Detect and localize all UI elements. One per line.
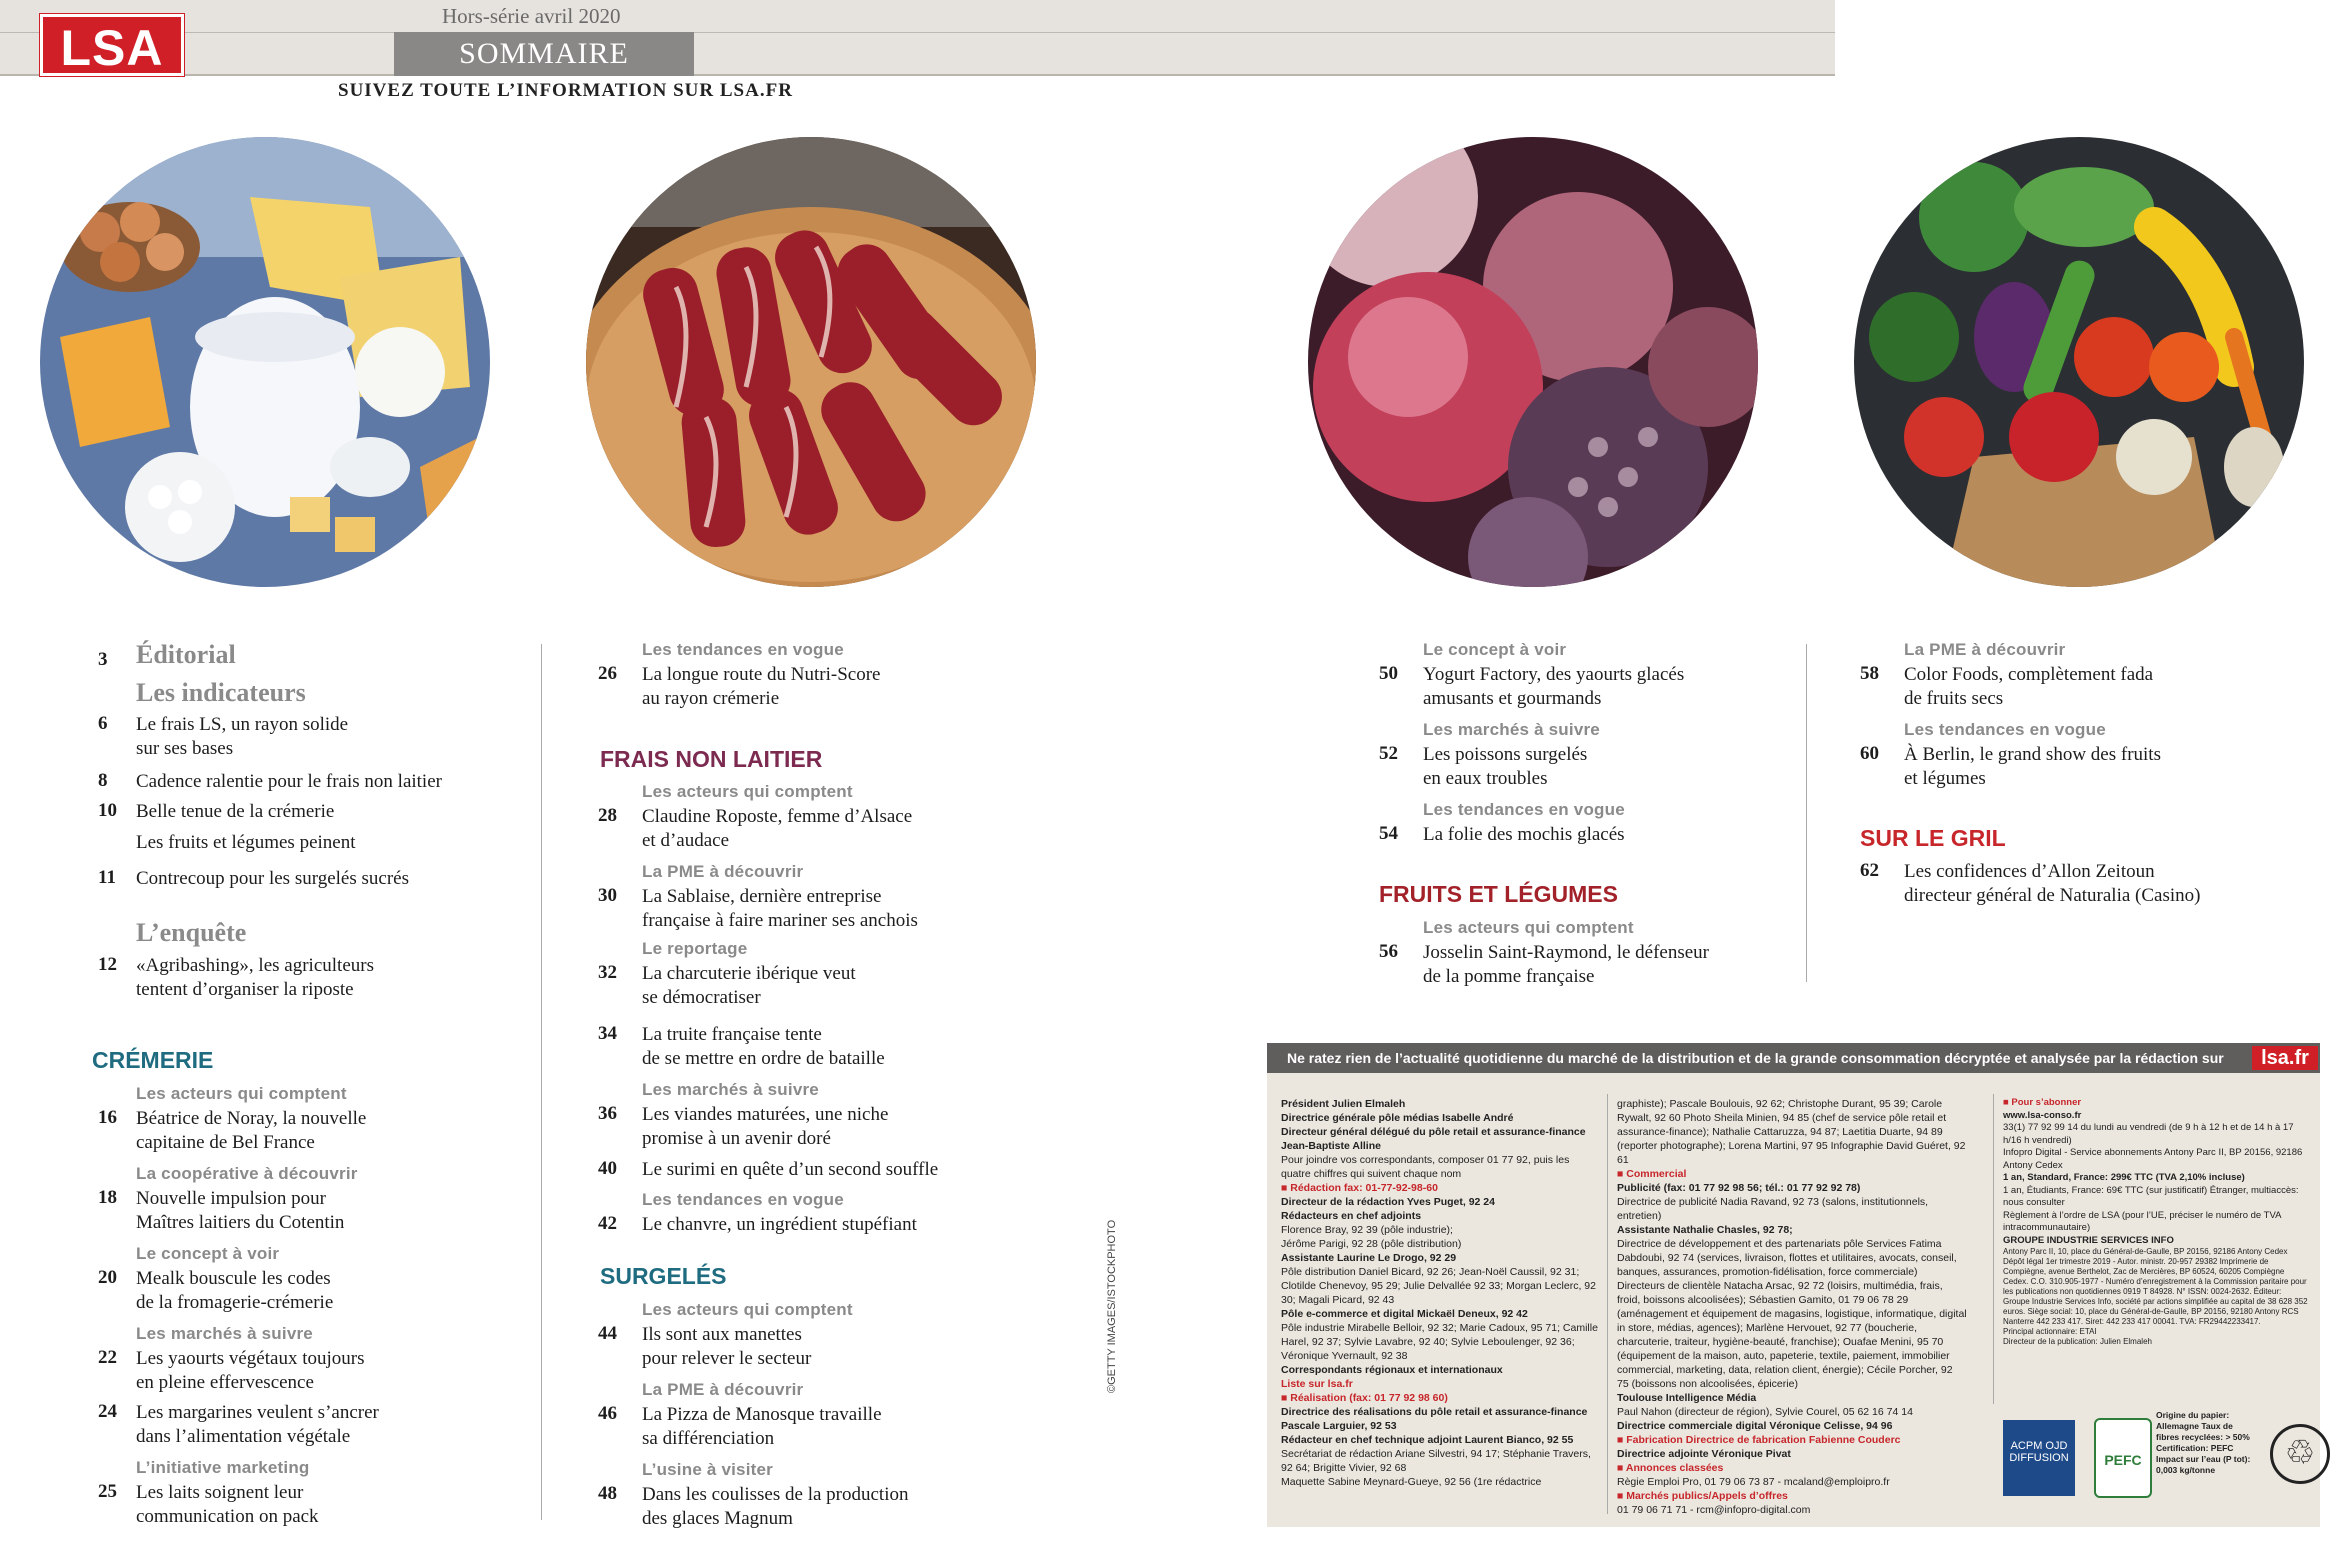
frozen-fruits-photo xyxy=(1308,137,1758,587)
imprint-heading: ■ Commercial xyxy=(1617,1168,1687,1180)
entry-title: française à faire mariner ses anchois xyxy=(642,910,918,931)
entry-title: Color Foods, complètement fada xyxy=(1904,664,2154,685)
imprint-line: Pôle distribution Daniel Bicard, 92 26; Jean-Noël Caussil, 92 31; Clotilde Chenevoy, 95 29; Julie Delvallée 92 33; Morgan Leclerc, 92 30; Magali Picard, 92 43 xyxy=(1281,1266,1596,1306)
imprint-line: Règlement à l’ordre de LSA (pour l’UE, préciser le numéro de TVA intracommunautaire) xyxy=(2003,1209,2281,1233)
pefc-logo xyxy=(2094,1418,2152,1498)
page-number: 11 xyxy=(98,867,116,888)
page-number: 56 xyxy=(1379,941,1398,962)
entry-title: pour relever le secteur xyxy=(642,1348,812,1369)
category-label: L’usine à visiter xyxy=(642,1460,773,1479)
page-number: 44 xyxy=(598,1323,617,1344)
toc-column-4 xyxy=(1860,640,2330,920)
ojd-text: ACPM OJD DIFFUSION xyxy=(2009,1440,2069,1464)
toc-entry[interactable] xyxy=(598,1483,1098,1533)
toc-entry[interactable] xyxy=(598,1158,1098,1182)
imprint-line: Florence Bray, 92 39 (pôle industrie); xyxy=(1281,1224,1453,1236)
entry-title: Mealk bouscule les codes xyxy=(136,1268,331,1289)
toc-entry[interactable] xyxy=(1860,663,2310,713)
cured-ham-photo xyxy=(586,137,1036,587)
imprint-line: Principal actionnaire: ETAI xyxy=(2003,1327,2097,1336)
category-label: L’initiative marketing xyxy=(136,1458,310,1477)
page-number: 54 xyxy=(1379,823,1398,844)
entry-title: À Berlin, le grand show des fruits xyxy=(1904,744,2161,765)
toc-column-2 xyxy=(598,640,1118,1540)
imprint-line: Toulouse Intelligence Média xyxy=(1617,1392,1757,1404)
page-number: 10 xyxy=(98,800,117,821)
vegetables-bag-photo xyxy=(1854,137,2304,587)
toc-column-3 xyxy=(1379,640,1799,1000)
category-label: Le concept à voir xyxy=(1423,640,1567,659)
entry-title: de la fromagerie-crémerie xyxy=(136,1292,334,1313)
imprint-line: Correspondants régionaux et internationaux xyxy=(1281,1364,1503,1376)
entry-title: Les confidences d’Allon Zeitoun xyxy=(1904,861,2155,882)
imprint-heading: ■ Fabrication Directrice de fabrication Fabienne Couderc xyxy=(1617,1434,1901,1446)
imprint-heading: ■ Pour s’abonner xyxy=(2003,1097,2082,1108)
entry-title: Béatrice de Noray, la nouvelle xyxy=(136,1108,367,1129)
imprint-line: Assistante Nathalie Chasles, 92 78; xyxy=(1617,1224,1793,1236)
imprint-line: Rédacteur en chef technique adjoint Laurent Bianco, 92 55 xyxy=(1281,1434,1574,1446)
toc-entry[interactable] xyxy=(598,962,1098,1012)
imprint-link[interactable]: Liste sur lsa.fr xyxy=(1281,1378,1353,1390)
imprint-line: Pôle e-commerce et digital Mickaël Deneux, 92 42 xyxy=(1281,1308,1528,1320)
entry-title: Le chanvre, un ingrédient stupéfiant xyxy=(642,1214,917,1235)
imprint-line: Pôle industrie Mirabelle Belloir, 92 32; Marie Cadoux, 95 71; Camille Harel, 92 37; Sylvie Lavabre, 92 40; Sylvie Leboulenger, 92 36; Véronique Yvernault, 92 38 xyxy=(1281,1322,1598,1362)
entry-title: de fruits secs xyxy=(1904,688,2004,709)
imprint-link[interactable]: 01 79 06 71 71 - rcm@infopro-digital.com xyxy=(1617,1504,1811,1516)
column-divider xyxy=(1806,644,1807,982)
entry-title: Claudine Roposte, femme d’Alsace xyxy=(642,806,913,827)
paper-origin-info: Origine du papier: Allemagne Taux de fibres recyclées: > 50% Certification: PEFC Impact sur l’eau (P tot): 0,003 kg/tonne xyxy=(2156,1410,2251,1475)
toc-entry[interactable] xyxy=(98,1267,518,1317)
category-label: Les tendances en vogue xyxy=(1423,800,1625,819)
toc-entry[interactable] xyxy=(98,1107,518,1157)
sommaire-title: SOMMAIRE xyxy=(394,32,694,76)
page-number: 3 xyxy=(98,649,108,670)
imprint-line: Rédacteurs en chef adjoints xyxy=(1281,1210,1422,1222)
imprint-line: Infopro Digital - Service abonnements Antony Parc II, BP 20156, 92186 Antony Cedex xyxy=(2003,1147,2303,1171)
entry-title: se démocratiser xyxy=(642,987,761,1008)
page-number: 24 xyxy=(98,1401,117,1422)
entry-title: Les yaourts végétaux toujours xyxy=(136,1348,365,1369)
imprint-heading: ■ Réalisation (fax: 01 77 92 98 60) xyxy=(1281,1392,1448,1404)
category-label: Les tendances en vogue xyxy=(642,1190,844,1209)
page-number: 25 xyxy=(98,1481,117,1502)
page-number: 46 xyxy=(598,1403,617,1424)
page-number: 6 xyxy=(98,713,108,734)
imprint-line: Secrétariat de rédaction Ariane Silvestri, 94 17; Stéphanie Travers, 92 64; Brigitte Vivier, 92 68 xyxy=(1281,1448,1591,1474)
page-number: 62 xyxy=(1860,860,1879,881)
section-frais-non-laitier: FRAIS NON LAITIER xyxy=(600,746,823,772)
imprint-divider xyxy=(1993,1094,1994,1404)
imprint-line: Président Julien Elmaleh xyxy=(1281,1098,1406,1110)
toc-entry[interactable] xyxy=(598,1103,1098,1153)
category-label: Les acteurs qui comptent xyxy=(642,782,853,801)
entry-title: amusants et gourmands xyxy=(1423,688,1602,709)
recycle-icon: ♲ xyxy=(2270,1424,2330,1484)
toc-entry[interactable] xyxy=(1379,941,1779,991)
page-number: 30 xyxy=(598,885,617,906)
page-number: 36 xyxy=(598,1103,617,1124)
header-rule xyxy=(0,32,1835,33)
entry-title: en pleine effervescence xyxy=(136,1372,314,1393)
entry-title: La Pizza de Manosque travaille xyxy=(642,1404,882,1425)
entry-title: Ils sont aux manettes xyxy=(642,1324,802,1345)
page-number: 12 xyxy=(98,954,117,975)
category-label: La PME à découvrir xyxy=(642,1380,804,1399)
entry-title: promise à un avenir doré xyxy=(642,1128,831,1149)
page-number: 42 xyxy=(598,1213,617,1234)
toc-entry[interactable] xyxy=(598,663,1098,713)
entry-title: Les fruits et légumes peinent xyxy=(136,832,356,853)
toc-entry[interactable] xyxy=(98,1187,518,1237)
entry-title: Josselin Saint-Raymond, le défenseur xyxy=(1423,942,1710,963)
follow-lsa-link[interactable]: SUIVEZ TOUTE L’INFORMATION SUR LSA.FR xyxy=(338,80,793,101)
ojd-logo xyxy=(2003,1420,2075,1496)
toc-entry[interactable] xyxy=(98,867,518,891)
entry-title: sur ses bases xyxy=(136,738,234,759)
toc-entry[interactable] xyxy=(598,1323,1098,1373)
imprint-heading: ■ Marchés publics/Appels d’offres xyxy=(1617,1490,1788,1502)
entry-title: au rayon crémerie xyxy=(642,688,780,709)
page-number: 40 xyxy=(598,1158,617,1179)
category-label: Les acteurs qui comptent xyxy=(136,1084,347,1103)
imprint-divider xyxy=(1607,1094,1608,1514)
imprint-heading: ■ Annonces classées xyxy=(1617,1462,1724,1474)
imprint-line: Directeur de la rédaction Yves Puget, 92 24 xyxy=(1281,1196,1495,1208)
entry-title: des glaces Magnum xyxy=(642,1508,793,1529)
page-number: 18 xyxy=(98,1187,117,1208)
category-label: Les marchés à suivre xyxy=(1423,720,1600,739)
dairy-products-photo xyxy=(40,137,490,587)
entry-title: Les viandes maturées, une niche xyxy=(642,1104,889,1125)
imprint-line: Pour joindre vos correspondants, composer 01 77 92, puis les quatre chiffres qui suivent chaque nom xyxy=(1281,1154,1570,1180)
page-number: 26 xyxy=(598,663,617,684)
issue-date: Hors-série avril 2020 xyxy=(442,4,621,28)
photo-credit: ©GETTY IMAGES/ISTOCKPHOTO xyxy=(1106,1219,1118,1393)
entry-title: Belle tenue de la crémerie xyxy=(136,801,335,822)
page-number: 28 xyxy=(598,805,617,826)
imprint-line: GROUPE INDUSTRIE SERVICES INFO xyxy=(2003,1234,2174,1246)
imprint-line: Publicité (fax: 01 77 92 98 56; tél.: 01 77 92 92 78) xyxy=(1617,1182,1861,1194)
imprint-line: Antony Parc II, 10, place du Général-de-Gaulle, BP 20156, 92186 Antony Cedex Dépôt légal 1er trimestre 2019 - Autor. ministr. 20-957 29382 Imprimerie de Compiègne, avenue Berthelot, Zac de Mercières, BP 60524, 60205 Compiègne Cedex. C.O. 310.905-1977 - Numéro d’enregistrement à la Commission paritaire pour les publications non quotidiennes 0919 T 84928. N° ISSN: 0024-2632. Éditeur: Groupe Industrie Services Info, société par actions simplifiée au capital de 38 628 352 euros. Siège social: 10, place du Général-de-Gaulle, BP 20156, 92180 Antony RCS Nanterre 442 233 417. Siret: 442 233 417 00041. TVA: FR29442233417. xyxy=(2003,1247,2308,1326)
category-label: Le concept à voir xyxy=(136,1244,280,1263)
entry-title: directeur général de Naturalia (Casino) xyxy=(1904,885,2201,906)
section-surgeles: SURGELÉS xyxy=(600,1263,727,1289)
entry-title: capitaine de Bel France xyxy=(136,1132,315,1153)
imprint-link[interactable]: Règie Emploi Pro, 01 79 06 73 87 - mcaland@emploipro.fr xyxy=(1617,1476,1890,1488)
category-label: La PME à découvrir xyxy=(642,862,804,881)
entry-title: Les laits soignent leur xyxy=(136,1482,304,1503)
section-indicateurs: Les indicateurs xyxy=(136,678,306,707)
entry-title: et légumes xyxy=(1904,768,1986,789)
page-number: 58 xyxy=(1860,663,1879,684)
imprint-line: 1 an, Standard, France: 299€ TTC (TVA 2,10% incluse) xyxy=(2003,1172,2245,1183)
imprint-line: 1 an, Étudiants, France: 69€ TTC (sur justificatif) Étranger, multiaccès: nous consulter xyxy=(2003,1184,2299,1208)
lsa-fr-link[interactable]: lsa.fr xyxy=(2252,1046,2318,1070)
entry-title: Yogurt Factory, des yaourts glacés xyxy=(1423,664,1685,685)
section-sur-le-gril: SUR LE GRIL xyxy=(1860,825,2006,851)
imprint-line: graphiste); Pascale Boulouis, 92 62; Christophe Durant, 95 39; Carole Rywalt, 92 60 Photo Sheila Minien, 94 85 (chef de service pôle retail et assurance-finance); Nathalie Cattaruzza, 94 87; Laetitia Duarte, 94 89 (reporter photographe); Lorena Martini, 97 95 Infographie David Guéret, 92 61 xyxy=(1617,1098,1966,1166)
section-fruits-legumes: FRUITS ET LÉGUMES xyxy=(1379,881,1618,907)
entry-title: La Sablaise, dernière entreprise xyxy=(642,886,882,907)
entry-title: Le surimi en quête d’un second souffle xyxy=(642,1159,939,1180)
entry-title: de se mettre en ordre de bataille xyxy=(642,1048,885,1069)
page-number: 32 xyxy=(598,962,617,983)
section-cremerie: CRÉMERIE xyxy=(92,1047,214,1073)
page-number: 50 xyxy=(1379,663,1398,684)
category-label: Les tendances en vogue xyxy=(1904,720,2106,739)
imprint-column-2 xyxy=(1617,1097,1967,1517)
entry-title: Maîtres laitiers du Cotentin xyxy=(136,1212,345,1233)
page-number: 20 xyxy=(98,1267,117,1288)
entry-title: La folie des mochis glacés xyxy=(1423,824,1625,845)
section-editorial[interactable]: Éditorial xyxy=(136,640,236,669)
toc-entry[interactable] xyxy=(98,770,518,794)
page-number: 16 xyxy=(98,1107,117,1128)
lsa-banner[interactable] xyxy=(1267,1043,2320,1073)
page-number: 22 xyxy=(98,1347,117,1368)
column-divider xyxy=(541,644,542,1520)
toc-entry[interactable] xyxy=(98,954,518,1004)
imprint-line: Directrice des réalisations du pôle retail et assurance-finance Pascale Larguier, 92 53 xyxy=(1281,1406,1588,1432)
category-label: Les acteurs qui comptent xyxy=(1423,918,1634,937)
entry-title: La charcuterie ibérique veut xyxy=(642,963,856,984)
imprint-line: Directeurs de clientèle Natacha Arsac, 92 72 (loisirs, multimédia, frais, froid, boissons alcoolisées); Sébastien Gamito, 01 79 06 78 29 (aménagement et équipement de magasins, logistique, informatique, digital in store, médias, agences); Marlène Hervouet, 92 77 (boucherie, charcuterie, traiteur, hygiène-beauté, franchise); Ouafae Menini, 95 70 (équipement de la maison, auto, papeterie, textile, paiement, immobilier commercial, marketing, data, relation client, énergie); Cécile Porcher, 92 75 (boissons non alcoolisées, épicerie) xyxy=(1617,1280,1967,1390)
section-enquete: L’enquête xyxy=(136,918,247,947)
toc-entry[interactable] xyxy=(598,1403,1098,1453)
toc-entry[interactable] xyxy=(598,885,1098,935)
entry-title: dans l’alimentation végétale xyxy=(136,1426,351,1447)
imprint-line: Maquette Sabine Meynard-Gueye, 92 56 (1re rédactrice xyxy=(1281,1476,1542,1488)
page-number: 60 xyxy=(1860,743,1879,764)
imprint-column-3 xyxy=(2003,1097,2308,1347)
toc-entry[interactable] xyxy=(598,805,1098,855)
toc-entry[interactable] xyxy=(98,1347,518,1397)
imprint-line: Directrice de développement et des partenariats pôle Services Fatima Dabdoubi, 92 74 (services, livraison, flottes et utilitaires, avocats, conseil, banques, assurances, promotion-fidélisation, force commerciale) xyxy=(1617,1238,1957,1278)
category-label: La coopérative à découvrir xyxy=(136,1164,358,1183)
entry-title: La truite française tente xyxy=(642,1024,822,1045)
imprint-heading: ■ Rédaction fax: 01-77-92-98-60 xyxy=(1281,1182,1438,1194)
toc-entry[interactable] xyxy=(1379,743,1779,793)
entry-title: Dans les coulisses de la production xyxy=(642,1484,909,1505)
entry-title: La longue route du Nutri-Score xyxy=(642,664,881,685)
entry-title: et d’audace xyxy=(642,830,730,851)
entry-title: Les poissons surgelés xyxy=(1423,744,1588,765)
imprint-line: Directeur général délégué du pôle retail et assurance-finance Jean-Baptiste Alline xyxy=(1281,1126,1586,1152)
header-band xyxy=(0,0,1835,76)
entry-title: communication on pack xyxy=(136,1506,319,1527)
entry-title: de la pomme française xyxy=(1423,966,1595,987)
imprint-line: Directrice de publicité Nadia Ravand, 92 73 (salons, institutionnels, entretien) xyxy=(1617,1196,1929,1222)
category-label: Les marchés à suivre xyxy=(642,1080,819,1099)
toc-entry[interactable] xyxy=(1379,823,1779,847)
toc-entry[interactable] xyxy=(98,713,518,763)
page-number: 52 xyxy=(1379,743,1398,764)
imprint-column-1 xyxy=(1281,1097,1599,1489)
category-label: Le reportage xyxy=(642,939,748,958)
lsa-logo[interactable]: LSA xyxy=(40,14,184,76)
toc-entry[interactable] xyxy=(98,1401,518,1451)
toc-entry[interactable] xyxy=(98,800,518,853)
entry-title: en eaux troubles xyxy=(1423,768,1548,789)
imprint-line: Directrice commerciale digital Véronique Celisse, 94 96 xyxy=(1617,1420,1893,1432)
category-label: La PME à découvrir xyxy=(1904,640,2066,659)
entry-title: sa différenciation xyxy=(642,1428,775,1449)
toc-entry[interactable] xyxy=(1379,663,1779,713)
entry-title: Les margarines veulent s’ancrer xyxy=(136,1402,379,1423)
category-label: Les tendances en vogue xyxy=(642,640,844,659)
toc-column-1 xyxy=(92,640,538,1540)
imprint-line: Directrice générale pôle médias Isabelle André xyxy=(1281,1112,1514,1124)
toc-entry[interactable] xyxy=(598,1213,1098,1237)
subscribe-link[interactable]: www.lsa-conso.fr xyxy=(2003,1109,2082,1121)
imprint-line: Directrice adjointe Véronique Pivat xyxy=(1617,1448,1791,1460)
toc-entry[interactable] xyxy=(98,1481,518,1531)
entry-title: Nouvelle impulsion pour xyxy=(136,1188,326,1209)
imprint-line: Paul Nahon (directeur de région), Sylvie Courel, 05 62 16 74 14 xyxy=(1617,1406,1913,1418)
page-number: 48 xyxy=(598,1483,617,1504)
imprint-line: Jérôme Parigi, 92 28 (pôle distribution) xyxy=(1281,1238,1462,1250)
entry-title: Contrecoup pour les surgelés sucrés xyxy=(136,868,409,889)
imprint-line: 33(1) 77 92 99 14 du lundi au vendredi (de 9 h à 12 h et de 14 h à 17 h/16 h vendredi) xyxy=(2003,1122,2294,1146)
toc-entry[interactable] xyxy=(598,1023,1098,1073)
banner-text: Ne ratez rien de l’actualité quotidienne du marché de la distribution et de la grande consommation décryptée et analysée par la rédaction sur xyxy=(1287,1050,2224,1066)
entry-title: tentent d’organiser la riposte xyxy=(136,979,354,1000)
category-label: Les acteurs qui comptent xyxy=(642,1300,853,1319)
entry-title: Le frais LS, un rayon solide xyxy=(136,714,349,735)
page-number: 34 xyxy=(598,1023,617,1044)
category-label: Les marchés à suivre xyxy=(136,1324,313,1343)
entry-title: Cadence ralentie pour le frais non laitier xyxy=(136,771,442,792)
pefc-text: PEFC xyxy=(2104,1452,2142,1468)
entry-title: «Agribashing», les agriculteurs xyxy=(136,955,374,976)
toc-entry[interactable] xyxy=(1860,860,2310,910)
page-number: 8 xyxy=(98,770,108,791)
imprint-line: Directeur de la publication: Julien Elmaleh xyxy=(2003,1337,2152,1346)
imprint-line: Assistante Laurine Le Drogo, 92 29 xyxy=(1281,1252,1457,1264)
toc-entry[interactable] xyxy=(1860,743,2310,793)
